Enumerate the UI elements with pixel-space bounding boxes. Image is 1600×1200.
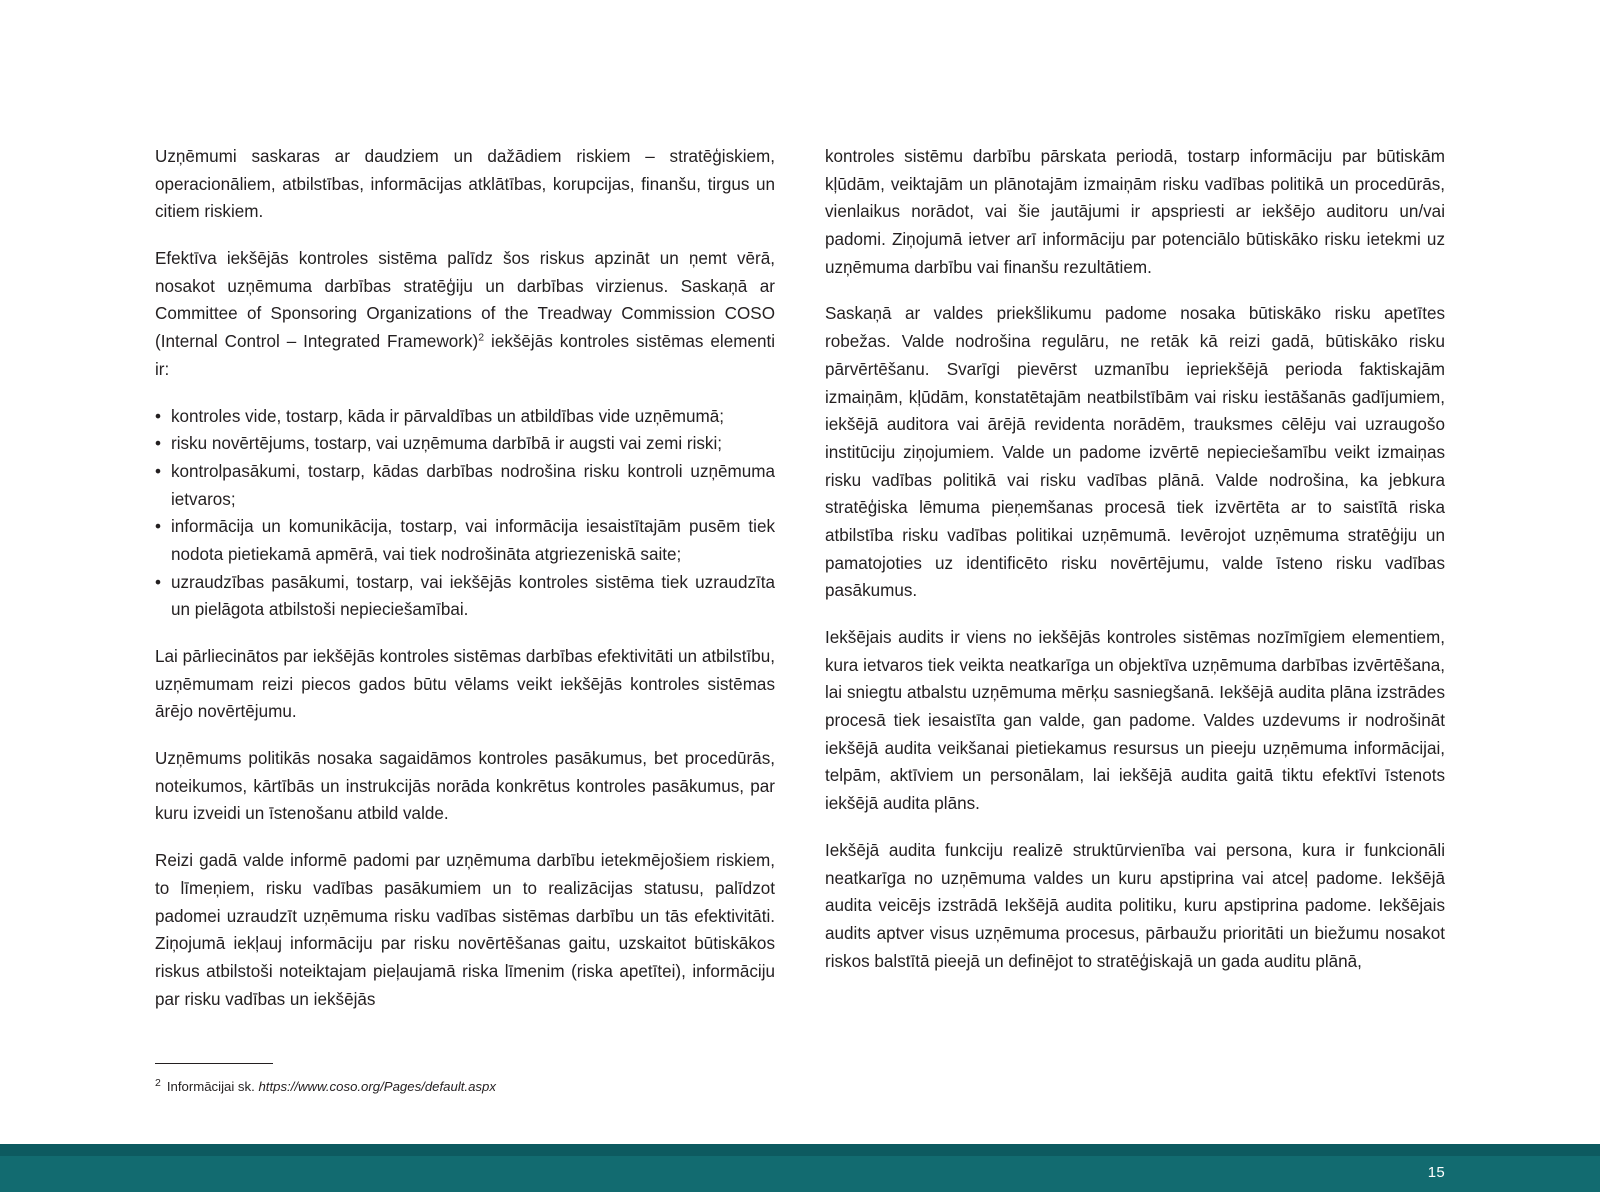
footnote-label: Informācijai sk. <box>166 1079 259 1094</box>
control-elements-list <box>155 403 775 625</box>
paragraph: Saskaņā ar valdes priekšlikumu padome nosaka būtiskāko risku apetītes robežas. Valde nodrošina regulāru, ne retāk kā reizi gadā, būtiskāko risku pārvērtēšanu. Svarīgi pievērst uzmanību iepriekšējā perioda faktiskajām izmaiņām, kļūdām, konstatētajām neatbilstībām vai risku iestāšanās gadījumiem, iekšējā auditora vai ārējā revidenta norādēm, trauksmes cēlēju vai uzraugošo institūciju ziņojumiem. Valde un padome izvērtē nepieciešamību veikt izmaiņas risku vadības politikā vai risku vadības plānā. Valde nodrošina, ka jebkura stratēģiska lēmuma pieņemšanas procesā tiek izvērtēta ar to saistītā riska atbilstība risku vadības politikai uzņēmumā. Ievērojot uzņēmuma stratēģiju un pamatojoties uz identificēto risku novērtējumu, valde īsteno risku vadības pasākumus. <box>825 304 1445 601</box>
paragraph: Lai pārliecinātos par iekšējās kontroles sistēmas darbības efektivitāti un atbilstību, uzņēmumam reizi piecos gados būtu vēlams veikt iekšējās kontroles sistēmas ārējo novērtējumu. <box>155 647 775 722</box>
list-item: • informācija un komunikācija, tostarp, vai informācija iesaistītajām pusēm tiek nodota pietiekamā apmērā, vai tiek nodrošināta atgriezeniskā saite; <box>155 513 775 568</box>
paragraph: Reizi gadā valde informē padomi par uzņēmuma darbību ietekmējošiem riskiem, to līmeņiem, risku vadības pasākumiem un to realizācijas statusu, palīdzot padomei uzraudzīt uzņēmuma risku vadības sistēmas darbību un tās efektivitāti. Ziņojumā iekļauj informāciju par risku novērtēšanas gaitu, uzskaitot būtiskākos riskus atbilstoši noteiktajam pieļaujamā riska līmenim (riska apetītei), informāciju par risku vadības un iekšējās <box>155 851 775 1009</box>
list-item: • uzraudzības pasākumi, tostarp, vai iekšējās kontroles sistēma tiek uzraudzīta un pielāgota atbilstoši nepieciešamībai. <box>155 569 775 624</box>
footnote-text <box>155 1077 775 1097</box>
footer-bottom-margin <box>0 1192 1600 1200</box>
left-column <box>155 143 775 1032</box>
paragraph-with-footnote <box>155 245 775 383</box>
list-item: • kontroles vide, tostarp, kāda ir pārvaldības un atbildības vide uzņēmumā; <box>155 403 775 431</box>
two-column-body <box>155 143 1445 1032</box>
footnote-reference: 2 <box>478 331 485 344</box>
list-item: • kontrolpasākumi, tostarp, kādas darbības nodrošina risku kontroli uzņēmuma ietvaros; <box>155 458 775 513</box>
paragraph-text-tail: iekšējās kontroles sistēmas elementi ir: <box>155 332 775 379</box>
paragraph: kontroles sistēmu darbību pārskata periodā, tostarp informāciju par būtiskām kļūdām, veiktajām un plānotajām izmaiņām risku vadības politikā un procedūrās, vienlaikus norādot, vai šie jautājumi ir apspriesti ar iekšējo auditoru un/vai padomi. Ziņojumā ietver arī informāciju par potenciālo būtiskāko risku ietekmi uz uzņēmuma darbību vai finanšu rezultātiem. <box>825 147 1445 277</box>
footer-accent-stripe <box>0 1144 1600 1156</box>
paragraph-text: Efektīva iekšējās kontroles sistēma palīdz šos riskus apzināt un ņemt vērā, nosakot uzņēmuma darbības stratēģiju un darbības virzienus. Saskaņā ar Committee of Sponsoring Organizations of the Treadway Commission COSO (Internal Control – Integrated Framework) <box>155 249 775 352</box>
paragraph: Uzņēmumi saskaras ar daudziem un dažādiem riskiem – stratēģiskiem, operacionāliem, atbilstības, informācijas atklātības, korupcijas, finanšu, tirgus un citiem riskiem. <box>155 147 775 222</box>
page-number: 15 <box>1427 1164 1445 1181</box>
footnote-marker: 2 <box>155 1076 161 1089</box>
footnote-area <box>155 1063 775 1097</box>
right-column <box>825 143 1445 1032</box>
paragraph: Uzņēmums politikās nosaka sagaidāmos kontroles pasākumus, bet procedūrās, noteikumos, kārtībās un instrukcijās norāda konkrētus kontroles pasākumus, par kuru izveidi un īstenošanu atbild valde. <box>155 749 775 824</box>
footnote-divider <box>155 1063 273 1064</box>
footnote-link[interactable]: https://www.coso.org/Pages/default.aspx <box>258 1079 496 1094</box>
paragraph: Iekšējā audita funkciju realizē struktūrvienība vai persona, kura ir funkcionāli neatkarīga no uzņēmuma valdes un kuru apstiprina vai atceļ padome. Iekšējā audita veicējs izstrādā Iekšējā audita politiku, kuru apstiprina padome. Iekšējais audits aptver visus uzņēmuma procesus, pārbaužu prioritāti un biežumu nosakot riskos balstītā pieejā un definējot to stratēģiskajā un gada auditu plānā, <box>825 840 1445 971</box>
paragraph: Iekšējais audits ir viens no iekšējās kontroles sistēmas nozīmīgiem elementiem, kura ietvaros tiek veikta neatkarīga un objektīva uzņēmuma darbības izvērtēšana, lai sniegtu atbalstu uzņēmuma mērķu sasniegšanā. Iekšējā audita plāna izstrādes procesā tiek iesaistīta gan valde, gan padome. Valdes uzdevums ir nodrošināt iekšējā audita veikšanai pietiekamus resursus un pieeju uzņēmuma informācijai, telpām, aktīviem un personālam, lai iekšējā audita gaitā tiktu efektīvi īstenots iekšējā audita plāns. <box>825 628 1445 814</box>
list-item: • risku novērtējums, tostarp, vai uzņēmuma darbībā ir augsti vai zemi riski; <box>155 430 775 458</box>
